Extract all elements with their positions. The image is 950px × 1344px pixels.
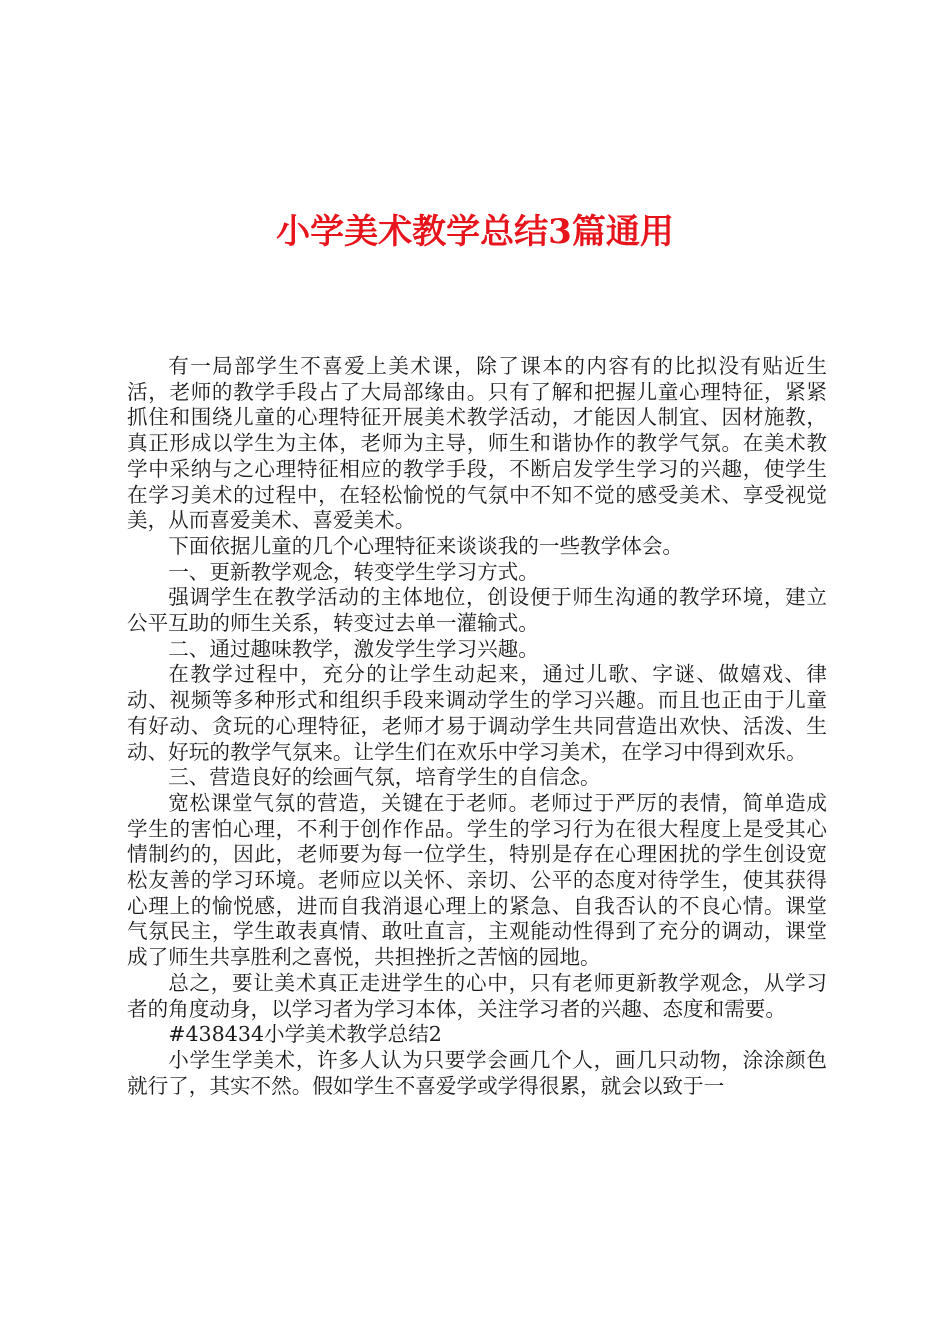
document-body: [127, 354, 827, 1099]
paragraph: 宽松课堂气氛的营造，关键在于老师。老师过于严厉的表情，简单造成学生的害怕心理，不利于创作作品。学生的学习行为在很大程度上是受其心情制约的，因此，老师要为每一位学生，特别是存在心理困扰的学生创设宽松友善的学习环境。老师应以关怀、亲切、公平的态度对待学生，使其获得心理上的愉悦感，进而自我消退心理上的紧急、自我否认的不良心情。课堂气氛民主，学生敢表真情、敢吐直言，主观能动性得到了充分的调动，课堂成了师生共享胜利之喜悦，共担挫折之苦恼的园地。: [127, 790, 827, 970]
paragraph: 在教学过程中，充分的让学生动起来，通过儿歌、字谜、做嬉戏、律动、视频等多种形式和组织手段来调动学生的学习兴趣。而且也正由于儿童有好动、贪玩的心理特征，老师才易于调动学生共同营造出欢快、活泼、生动、好玩的教学气氛来。让学生们在欢乐中学习美术，在学习中得到欢乐。: [127, 662, 827, 764]
subtitle-line: #438434小学美术教学总结2: [168, 1022, 442, 1047]
section-heading: 二、通过趣味教学，激发学生学习兴趣。: [168, 636, 539, 661]
paragraph: 强调学生在教学活动的主体地位，创设便于师生沟通的教学环境，建立公平互助的师生关系，转变过去单一灌输式。: [127, 585, 827, 636]
document-title: 小学美术教学总结3篇通用: [276, 212, 674, 252]
section-heading: 三、营造良好的绘画气氛，培育学生的自信念。: [168, 765, 601, 790]
paragraph: 总之，要让美术真正走进学生的心中，只有老师更新教学观念，从学习者的角度动身，以学习者为学习本体，关注学习者的兴趣、态度和需要。: [127, 970, 827, 1021]
section-heading: 一、更新教学观念，转变学生学习方式。: [168, 559, 539, 584]
paragraph: 有一局部学生不喜爱上美术课，除了课本的内容有的比拟没有贴近生活，老师的教学手段占了大局部缘由。只有了解和把握儿童心理特征，紧紧抓住和围绕儿童的心理特征开展美术教学活动，才能因人制宜、因材施教，真正形成以学生为主体，老师为主导，师生和谐协作的教学气氛。在美术教学中采纳与之心理特征相应的教学手段，不断启发学生学习的兴趣，使学生在学习美术的过程中，在轻松愉悦的气氛中不知不觉的感受美术、享受视觉美，从而喜爱美术、喜爱美术。: [127, 354, 827, 533]
paragraph: 小学生学美术，许多人认为只要学会画几个人，画几只动物，涂涂颜色就行了，其实不然。假如学生不喜爱学或学得很累，就会以致于一: [127, 1047, 827, 1098]
paragraph: 下面依据儿童的几个心理特征来谈谈我的一些教学体会。: [168, 533, 684, 558]
